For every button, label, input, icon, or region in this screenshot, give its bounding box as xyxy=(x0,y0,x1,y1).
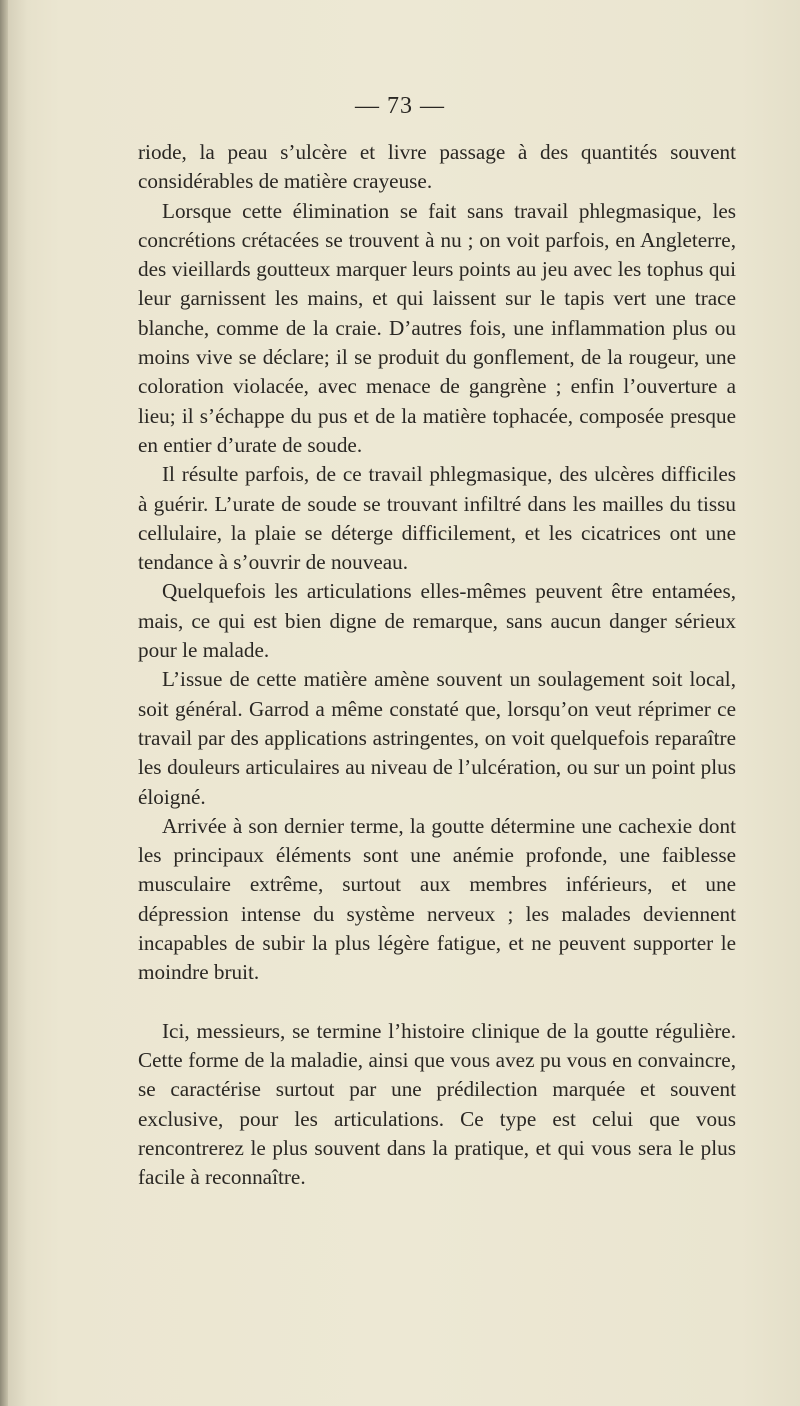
binding-edge xyxy=(0,0,8,1406)
page-number: — 73 — xyxy=(355,93,445,119)
paragraph-6: Arrivée à son dernier terme, la goutte détermine une cachexie dont les principaux éléments sont une anémie profonde, une faiblesse musculaire extrême, surtout aux membres inférieurs, et une dépression intense du système nerveux ; les malades deviennent incapables de subir la plus légère fatigue, et ne peuvent supporter le moindre bruit. xyxy=(138,813,736,985)
paragraph-3: Il résulte parfois, de ce travail phlegmasique, des ulcères difficiles à guérir. L’urate de soude se trouvant infiltré dans les mailles du tissu cellulaire, la plaie se déterge difficilement, et les cicatrices ont une tendance à s’ouvrir de nouveau. xyxy=(138,462,736,575)
body-text xyxy=(138,138,736,1192)
paragraph-2: Lorsque cette élimination se fait sans travail phlegmasique, les concrétions crétacées se trouvent à nu ; on voit parfois, en Angleterre, des vieillards goutteux marquer leurs points au jeu avec les tophus qui leur garnissent les mains, et qui laissent sur le tapis vert une trace blanche, comme de la craie. D’autres fois, une inflammation plus ou moins vive se déclare; il se produit du gonflement, de la rougeur, une coloration violacée, avec menace de gangrène ; enfin l’ouverture a lieu; il s’échappe du pus et de la matière tophacée, composée presque en entier d’urate de soude. xyxy=(138,198,736,457)
paragraph-1: riode, la peau s’ulcère et livre passage à des quantités souvent considérables de matière crayeuse. xyxy=(138,140,736,194)
paragraph-4: Quelquefois les articulations elles-mêmes peuvent être entamées, mais, ce qui est bien digne de remarque, sans aucun danger sérieux pour le malade. xyxy=(138,579,736,663)
paragraph-7: Ici, messieurs, se termine l’histoire clinique de la goutte régulière. Cette forme de la maladie, ainsi que vous avez pu vous en convaincre, se caractérise surtout par une prédilection marquée et souvent exclusive, pour les articulations. Ce type est celui que vous rencontrerez le plus souvent dans la pratique, et qui vous sera le plus facile à reconnaître. xyxy=(138,1018,736,1190)
paragraph-5: L’issue de cette matière amène souvent un soulagement soit local, soit général. Garrod a même constaté que, lorsqu’on veut réprimer ce travail par des applications astringentes, on voit quelquefois reparaître les douleurs articulaires au niveau de l’ulcération, ou sur un point plus éloigné. xyxy=(138,667,736,809)
